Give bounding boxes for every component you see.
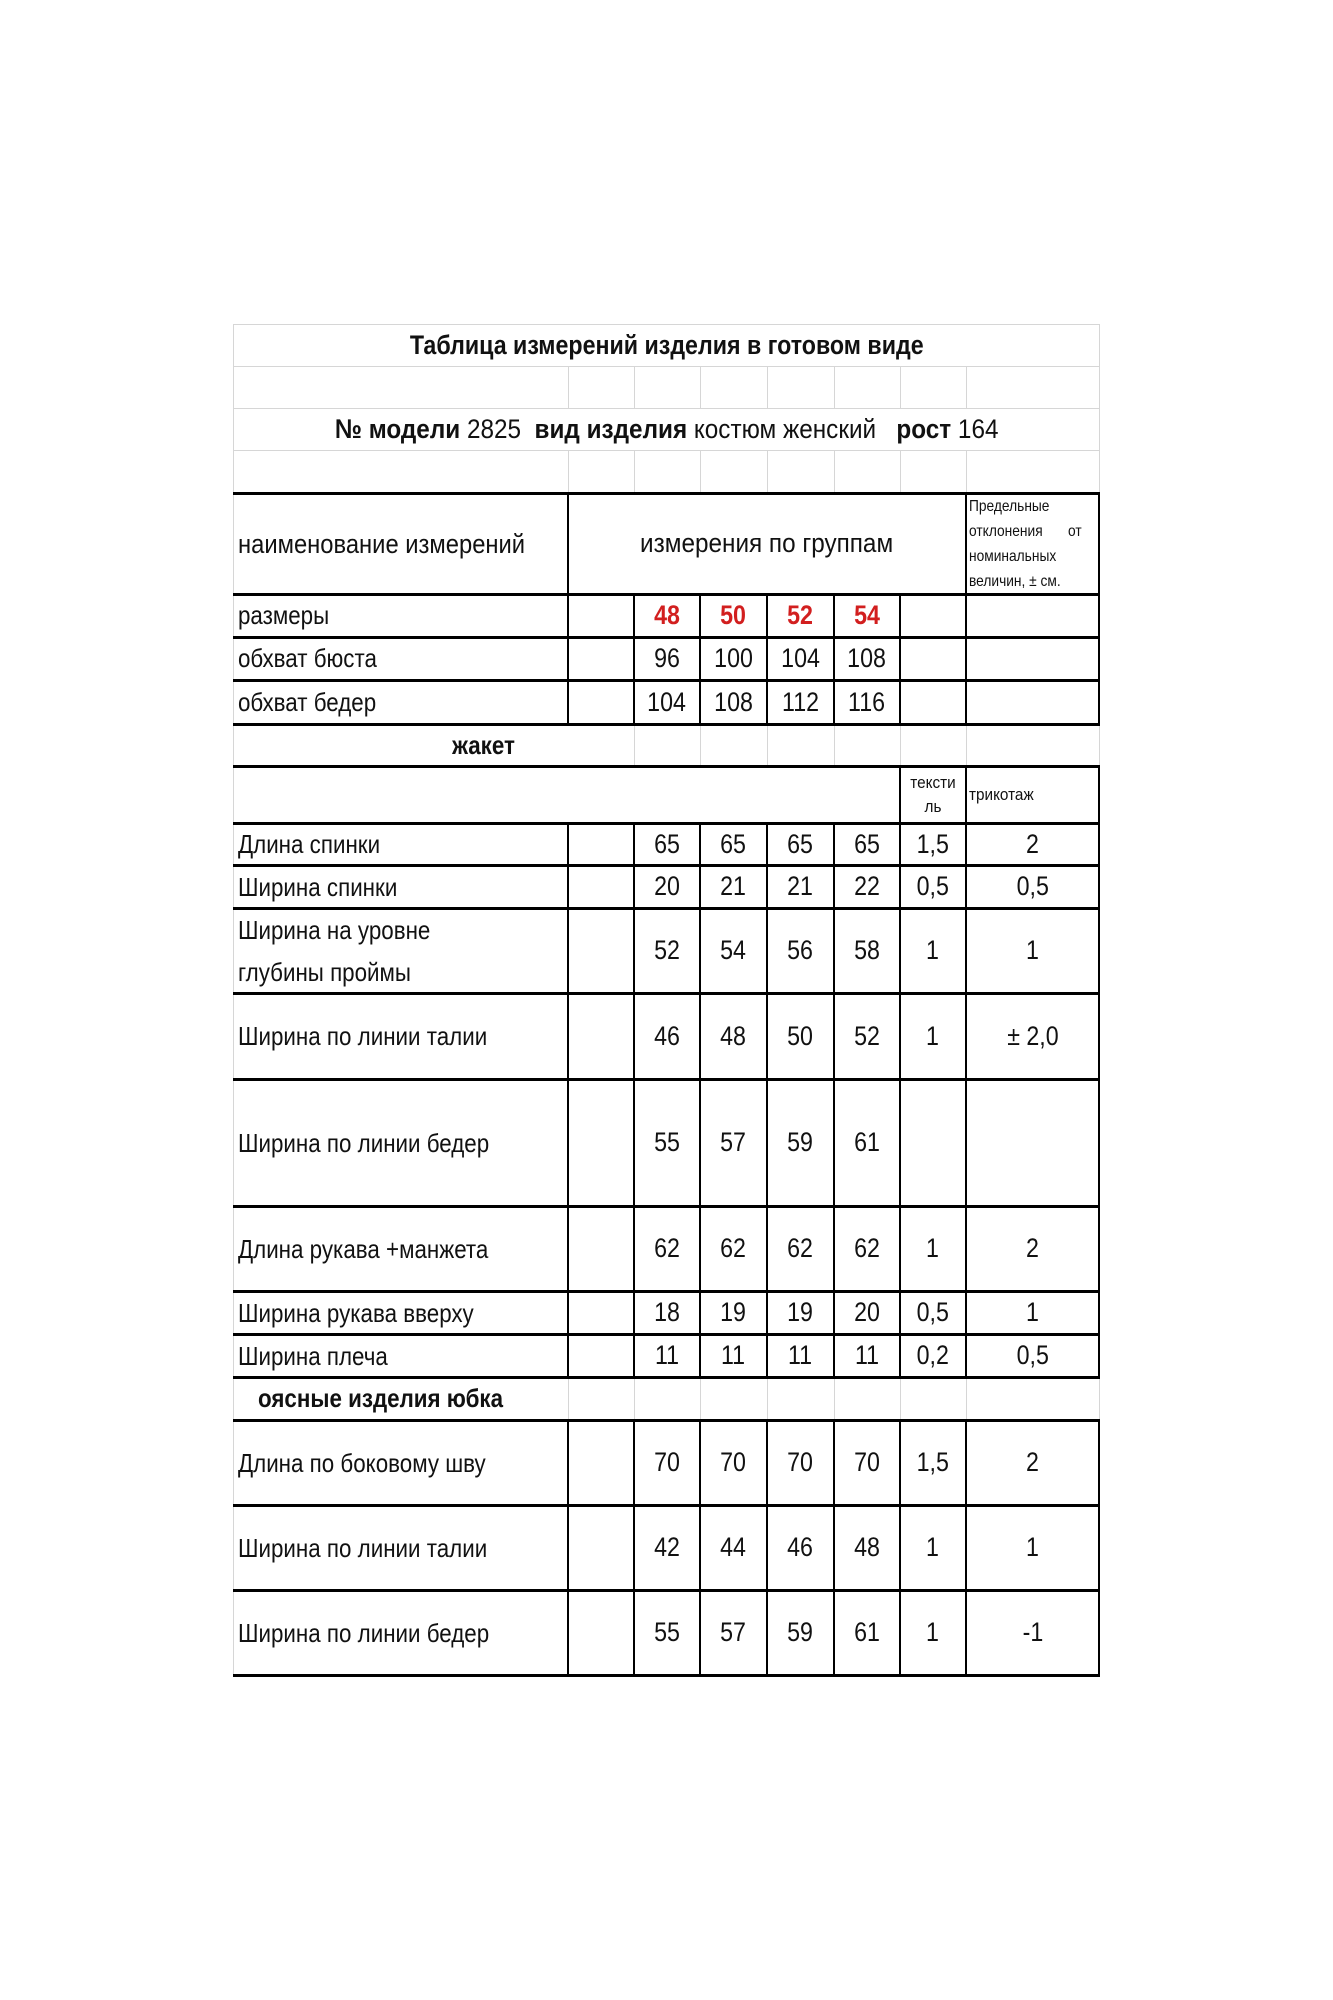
measurement-name-cell (233, 1206, 568, 1291)
measurement-name-cell (233, 823, 568, 865)
border-line (1098, 493, 1100, 724)
size-value-cell (834, 908, 900, 993)
border-line (233, 1078, 1100, 1081)
grid-line (966, 450, 967, 493)
textile-header-cell (900, 766, 966, 823)
jacket-tolerance-header-row (233, 766, 1100, 823)
header-tolerance-label: Предельные отклонения от номинальных величин, ± см. (969, 497, 1082, 590)
grid-line (568, 450, 569, 493)
border-line (233, 636, 1100, 639)
size-value-cell (767, 865, 834, 908)
table-row (233, 908, 1100, 993)
textile-tolerance: 1,5 (916, 1447, 950, 1477)
header-row (233, 493, 1100, 594)
border-line (766, 594, 768, 724)
grid-line (834, 724, 835, 766)
size-54: 54 (854, 600, 880, 630)
sizes-row (233, 594, 1100, 637)
grid-line (1099, 1377, 1100, 1420)
size-value-cell (700, 1206, 767, 1291)
size-value: 55 (654, 1617, 680, 1647)
size-value: 57 (720, 1127, 747, 1157)
size-50: 50 (720, 600, 747, 630)
grid-line (834, 450, 835, 493)
size-value: 46 (787, 1532, 814, 1562)
border-line (833, 1420, 835, 1675)
size-value: 52 (654, 935, 680, 965)
size-value-cell (700, 1590, 767, 1675)
size-value-cell (767, 1420, 834, 1505)
knit-tolerance: 1 (1026, 1532, 1040, 1562)
textile-tolerance-cell (900, 1079, 966, 1206)
bust-value: 108 (847, 643, 887, 673)
knit-tolerance-cell (966, 1291, 1100, 1334)
size-value-cell (700, 823, 767, 865)
grid-line (634, 366, 635, 408)
measurement-name: Длина по боковому шву (238, 1447, 486, 1478)
size-value-cell (634, 1590, 700, 1675)
size-value-cell (834, 1079, 900, 1206)
size-value-cell (634, 1505, 700, 1590)
grid-line (900, 724, 901, 766)
border-line (766, 823, 768, 1377)
knit-tolerance: 2 (1026, 1233, 1040, 1263)
measurement-table (233, 324, 1100, 1675)
border-line (233, 1376, 1100, 1379)
measurement-name-cell (233, 908, 568, 993)
grid-line (233, 366, 1100, 367)
size-value-cell (700, 908, 767, 993)
size-value: 11 (654, 1340, 680, 1370)
table-row (233, 1206, 1100, 1291)
knit-tolerance-cell (966, 865, 1100, 908)
measurement-name: Длина рукава +манжета (238, 1233, 489, 1264)
border-line (233, 907, 1100, 910)
textile-tolerance-cell (900, 1334, 966, 1377)
size-value-cell (700, 1291, 767, 1334)
measurement-name: Ширина по линии бедер (238, 1617, 490, 1648)
knit-tolerance-cell (966, 993, 1100, 1079)
size-value: 56 (787, 935, 814, 965)
border-line (633, 594, 635, 724)
border-line (633, 1420, 635, 1675)
hip-label: обхват бедер (238, 686, 377, 717)
grid-line (834, 366, 835, 408)
size-value: 19 (787, 1297, 814, 1327)
border-line (833, 594, 835, 724)
size-value: 61 (854, 1617, 880, 1647)
jacket-section-label: жакет (452, 729, 515, 760)
empty-row (233, 366, 1100, 408)
knit-tolerance-cell (966, 1079, 1100, 1206)
border-line (233, 593, 1100, 596)
size-value: 18 (654, 1297, 680, 1327)
model-info-cell (233, 408, 1100, 450)
measurement-name: Длина спинки (238, 829, 381, 859)
table-row (233, 1079, 1100, 1206)
table-row (233, 993, 1100, 1079)
size-value: 65 (720, 828, 747, 859)
textile-tolerance: 1 (926, 935, 940, 965)
model-label: № модели (334, 413, 461, 444)
border-line (1098, 1420, 1100, 1675)
size-value-cell (834, 865, 900, 908)
size-48: 48 (654, 600, 680, 630)
border-line (567, 1420, 569, 1675)
empty-row (233, 450, 1100, 493)
height-label: рост (896, 413, 951, 444)
grid-line (700, 1377, 701, 1420)
grid-line (1099, 724, 1100, 766)
size-value-cell (767, 993, 834, 1079)
skirt-section-cell (233, 1377, 568, 1420)
knit-tolerance: 1 (1026, 935, 1040, 965)
size-52: 52 (787, 600, 814, 630)
textile-tolerance-cell (900, 1420, 966, 1505)
measurement-name-cell (233, 1334, 568, 1377)
size-value-cell (767, 1590, 834, 1675)
textile-tolerance-cell (900, 1206, 966, 1291)
knit-tolerance-cell (966, 908, 1100, 993)
textile-tolerance-cell (900, 1291, 966, 1334)
size-value-cell (834, 1420, 900, 1505)
border-line (233, 864, 1100, 867)
grid-line (700, 366, 701, 408)
grid-line (900, 450, 901, 493)
size-value-cell (634, 993, 700, 1079)
border-line (567, 823, 569, 1377)
table-title-cell (233, 324, 1100, 366)
size-value: 48 (720, 1020, 747, 1051)
knit-tolerance: 0,5 (1016, 871, 1050, 901)
table-row (233, 1420, 1100, 1505)
table-row (233, 1590, 1100, 1675)
skirt-section-label: оясные изделия юбка (258, 1383, 504, 1413)
grid-line (966, 366, 967, 408)
border-line (233, 1333, 1100, 1336)
textile-tolerance-cell (900, 1590, 966, 1675)
size-value-cell (767, 1334, 834, 1377)
measurement-name: Ширина по линии талии (238, 1021, 488, 1051)
knit-tolerance: ± 2,0 (1007, 1020, 1059, 1051)
size-value: 59 (787, 1127, 814, 1157)
border-line (899, 594, 901, 724)
size-value-cell (834, 1505, 900, 1590)
table-row (233, 865, 1100, 908)
border-line (633, 823, 635, 1377)
size-value: 62 (720, 1233, 747, 1263)
knit-tolerance-cell (966, 1334, 1100, 1377)
size-value-cell (767, 1291, 834, 1334)
border-line (233, 1504, 1100, 1507)
measurement-name-cell (233, 993, 568, 1079)
border-line (233, 1290, 1100, 1293)
size-value: 62 (654, 1233, 680, 1263)
size-value: 50 (787, 1020, 814, 1051)
border-line (965, 1420, 967, 1675)
size-value-cell (634, 823, 700, 865)
height-value: 164 (957, 413, 999, 444)
grid-line (966, 724, 967, 766)
size-value-cell (634, 1079, 700, 1206)
size-value-cell (767, 823, 834, 865)
size-value: 44 (720, 1532, 747, 1562)
measurement-name: Ширина на уровне глубины проймы (238, 914, 431, 987)
size-value-cell (700, 993, 767, 1079)
hip-value: 108 (714, 686, 753, 717)
size-value-cell (700, 865, 767, 908)
grid-line (233, 450, 1100, 451)
bust-label: обхват бюста (238, 643, 377, 673)
size-value: 58 (854, 935, 880, 965)
measurement-name: Ширина по линии бедер (238, 1127, 490, 1158)
border-line (233, 1674, 1100, 1677)
size-value: 22 (854, 871, 880, 901)
textile-tolerance: 1 (926, 1020, 940, 1051)
header-name-label: наименование измерений (238, 528, 526, 559)
textile-tolerance: 0,2 (916, 1340, 950, 1370)
model-info-row (233, 408, 1100, 450)
textile-tolerance-cell (900, 823, 966, 865)
size-value: 61 (854, 1127, 880, 1157)
border-line (899, 766, 901, 823)
size-value: 65 (854, 828, 880, 859)
size-value-cell (834, 1334, 900, 1377)
grid-line (767, 366, 768, 408)
size-value-cell (634, 1291, 700, 1334)
measurement-name: Ширина по линии талии (238, 1532, 488, 1563)
border-line (567, 493, 569, 724)
size-value-cell (834, 993, 900, 1079)
size-value-cell (834, 823, 900, 865)
textile-tolerance: 0,5 (916, 1297, 950, 1327)
textile-tolerance-cell (900, 1505, 966, 1590)
size-value: 52 (854, 1020, 880, 1051)
header-groups-cell (568, 493, 966, 594)
grid-line (233, 324, 1100, 325)
size-value-cell (767, 1206, 834, 1291)
textile-header: тексти ль (910, 772, 956, 816)
grid-line (767, 450, 768, 493)
model-value: 2825 (466, 413, 521, 444)
textile-tolerance: 1 (926, 1617, 940, 1647)
size-value-cell (634, 908, 700, 993)
size-value-cell (767, 1505, 834, 1590)
measurement-name: Ширина спинки (238, 871, 398, 902)
skirt-section-row (233, 1377, 1100, 1420)
border-line (699, 823, 701, 1377)
table-row (233, 823, 1100, 865)
knit-header: трикотаж (969, 784, 1034, 804)
border-line (233, 822, 1100, 825)
border-line (965, 766, 967, 823)
border-line (965, 493, 967, 724)
measurement-name: Ширина плеча (238, 1340, 388, 1371)
size-value: 46 (654, 1020, 680, 1051)
size-value-cell (767, 908, 834, 993)
textile-tolerance: 0,5 (916, 871, 950, 901)
textile-tolerance: 1 (926, 1233, 940, 1263)
size-value: 19 (720, 1297, 747, 1327)
size-value: 11 (721, 1340, 746, 1370)
border-line (233, 1205, 1100, 1208)
size-value: 21 (787, 871, 814, 901)
title-row (233, 324, 1100, 366)
knit-tolerance-cell (966, 823, 1100, 865)
measurement-name-cell (233, 1079, 568, 1206)
border-line (965, 823, 967, 1377)
knit-tolerance: 2 (1026, 1447, 1040, 1477)
size-value-cell (634, 1334, 700, 1377)
knit-tolerance-cell (966, 1420, 1100, 1505)
border-line (233, 1419, 1100, 1422)
size-value-cell (634, 865, 700, 908)
size-value-cell (700, 1334, 767, 1377)
size-value: 65 (787, 828, 814, 859)
grid-line (834, 1377, 835, 1420)
hip-row (233, 680, 1100, 724)
border-line (699, 1420, 701, 1675)
grid-line (233, 324, 234, 1675)
measurement-name-cell (233, 1590, 568, 1675)
knit-tolerance: 1 (1026, 1297, 1040, 1327)
grid-line (568, 1377, 569, 1420)
table-title: Таблица измерений изделия в готовом виде (409, 329, 924, 360)
grid-line (767, 1377, 768, 1420)
grid-line (233, 408, 1100, 409)
size-value-cell (834, 1590, 900, 1675)
size-value: 11 (788, 1340, 813, 1370)
size-value: 65 (654, 828, 680, 859)
size-value: 62 (787, 1233, 814, 1263)
size-value: 55 (654, 1127, 680, 1157)
size-value: 70 (854, 1447, 880, 1477)
grid-line (634, 724, 635, 766)
header-name-cell (233, 493, 568, 594)
size-value: 21 (720, 871, 747, 901)
border-line (899, 823, 901, 1377)
size-value: 20 (654, 871, 680, 901)
grid-line (1099, 324, 1100, 493)
hip-value: 112 (781, 686, 820, 717)
grid-line (900, 1377, 901, 1420)
size-value-cell (700, 1420, 767, 1505)
header-groups-label: измерения по группам (640, 528, 894, 558)
border-line (233, 765, 1100, 768)
size-value: 42 (654, 1532, 680, 1562)
grid-line (700, 450, 701, 493)
textile-tolerance-cell (900, 865, 966, 908)
knit-tolerance: 2 (1026, 828, 1040, 859)
grid-line (568, 366, 569, 408)
size-value: 57 (720, 1617, 747, 1647)
hip-value: 116 (848, 686, 886, 717)
border-line (899, 1420, 901, 1675)
table-row (233, 1505, 1100, 1590)
size-value-cell (634, 1206, 700, 1291)
table-row (233, 1334, 1100, 1377)
measurement-name-cell (233, 1291, 568, 1334)
size-value: 62 (854, 1233, 880, 1263)
border-line (233, 723, 1100, 726)
knit-tolerance-cell (966, 1590, 1100, 1675)
knit-header-cell (966, 766, 1100, 823)
border-line (233, 1589, 1100, 1592)
size-value: 70 (720, 1447, 747, 1477)
border-line (233, 992, 1100, 995)
grid-line (634, 1377, 635, 1420)
size-value: 54 (720, 935, 747, 965)
knit-tolerance-cell (966, 1505, 1100, 1590)
textile-tolerance-cell (900, 993, 966, 1079)
grid-line (634, 450, 635, 493)
grid-line (700, 724, 701, 766)
textile-tolerance: 1 (926, 1532, 940, 1562)
grid-line (767, 724, 768, 766)
textile-tolerance: 1,5 (916, 828, 950, 859)
border-line (699, 594, 701, 724)
size-value-cell (834, 1291, 900, 1334)
bust-value: 96 (654, 643, 680, 673)
size-value: 70 (654, 1447, 680, 1477)
hip-value: 104 (647, 686, 687, 717)
bust-value: 104 (781, 643, 820, 673)
border-line (233, 492, 1100, 495)
knit-tolerance: -1 (1022, 1617, 1044, 1647)
grid-line (900, 366, 901, 408)
measurement-name: Ширина рукава вверху (238, 1297, 474, 1328)
border-line (1098, 823, 1100, 1377)
sizes-label: размеры (238, 600, 330, 630)
knit-tolerance: 0,5 (1016, 1340, 1050, 1370)
border-line (766, 1420, 768, 1675)
measurement-name-cell (233, 1420, 568, 1505)
size-value-cell (700, 1505, 767, 1590)
bust-value: 100 (714, 643, 753, 673)
size-value: 11 (854, 1340, 880, 1370)
measurement-name-cell (233, 1505, 568, 1590)
border-line (833, 823, 835, 1377)
size-value-cell (634, 1420, 700, 1505)
jacket-section-row (233, 724, 1100, 766)
measurement-name-cell (233, 865, 568, 908)
size-value: 59 (787, 1617, 814, 1647)
knit-tolerance-cell (966, 1206, 1100, 1291)
border-line (233, 679, 1100, 682)
border-line (1098, 766, 1100, 823)
grid-line (966, 1377, 967, 1420)
product-type-label: вид изделия (534, 413, 687, 444)
size-value: 70 (787, 1447, 814, 1477)
table-row (233, 1291, 1100, 1334)
model-info-line (335, 414, 999, 445)
header-tolerance-cell (966, 493, 1100, 594)
size-value-cell (834, 1206, 900, 1291)
jacket-section-cell (233, 724, 634, 766)
textile-tolerance-cell (900, 908, 966, 993)
size-value-cell (767, 1079, 834, 1206)
size-value-cell (700, 1079, 767, 1206)
bust-row (233, 637, 1100, 680)
size-value: 48 (854, 1532, 880, 1562)
product-type-value: костюм женский (693, 413, 876, 444)
size-value: 20 (854, 1297, 880, 1327)
